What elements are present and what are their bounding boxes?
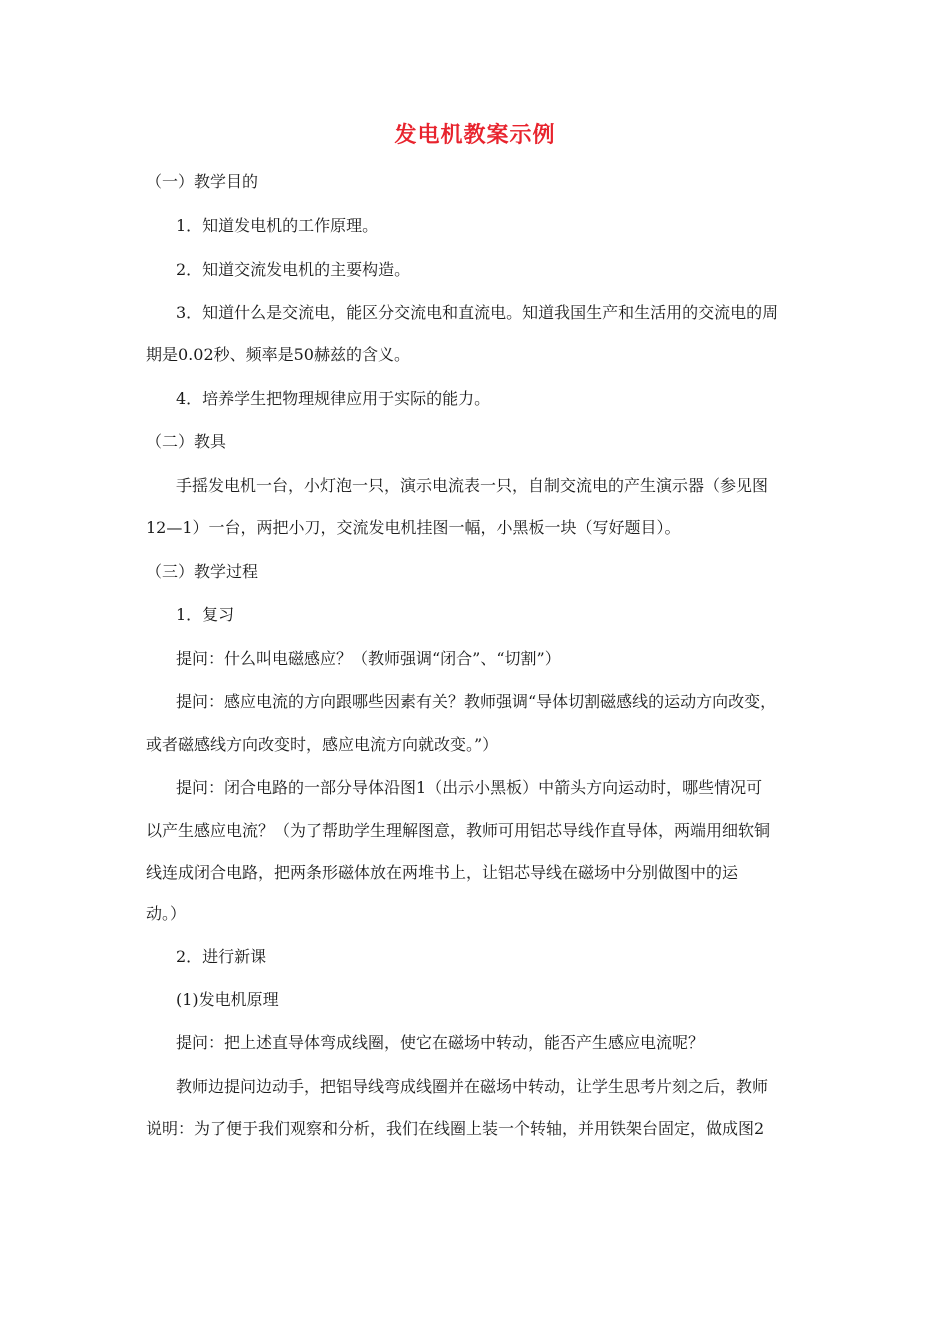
review-question-3-line-1: 提问：闭合电路的一部分导体沿图1（出示小黑板）中箭头方向运动时，哪些情况可 [176,778,763,797]
subheading-review: 1．复习 [176,605,235,624]
review-question-3-line-4: 动。） [146,904,187,923]
review-question-3-line-2: 以产生感应电流？（为了帮助学生理解图意，教师可用铝芯导线作直导体，两端用细软铜 [146,821,771,840]
objective-item-3-line-1: 3．知道什么是交流电，能区分交流电和直流电。知道我国生产和生活用的交流电的周 [176,303,779,322]
equipment-paragraph-line-1: 手摇发电机一台，小灯泡一只，演示电流表一只，自制交流电的产生演示器（参见图 [176,476,769,495]
objective-item-1: 1．知道发电机的工作原理。 [176,216,379,235]
section-heading-objectives: （一）教学目的 [146,172,259,191]
objective-item-4: 4．培养学生把物理规律应用于实际的能力。 [176,389,491,408]
document-title: 发电机教案示例 [394,123,556,148]
principle-question: 提问：把上述直导体弯成线圈，使它在磁场中转动，能否产生感应电流呢？ [176,1033,705,1052]
review-question-2-line-2: 或者磁感线方向改变时，感应电流方向就改变。”） [146,735,499,754]
principle-paragraph-line-2: 说明：为了便于我们观察和分析，我们在线圈上装一个转轴，并用铁架台固定，做成图2 [146,1119,765,1138]
review-question-3-line-3: 线连成闭合电路，把两条形磁体放在两堆书上，让铝芯导线在磁场中分别做图中的运 [146,863,739,882]
section-heading-equipment: （二）教具 [146,432,227,451]
subheading-generator-principle: (1)发电机原理 [176,990,279,1009]
objective-item-3-line-2: 期是0.02秒、频率是50赫兹的含义。 [146,345,410,364]
subheading-new-lesson: 2．进行新课 [176,947,267,966]
equipment-paragraph-line-2: 12—1）一台，两把小刀，交流发电机挂图一幅，小黑板一块（写好题目）。 [146,518,681,537]
review-question-2-line-1: 提问：感应电流的方向跟哪些因素有关？教师强调“导体切割磁感线的运动方向改变， [176,692,777,711]
objective-item-2: 2．知道交流发电机的主要构造。 [176,260,411,279]
review-question-1: 提问：什么叫电磁感应？（教师强调“闭合”、“切割”） [176,649,561,668]
principle-paragraph-line-1: 教师边提问边动手，把铝导线弯成线圈并在磁场中转动，让学生思考片刻之后，教师 [176,1077,769,1096]
section-heading-process: （三）教学过程 [146,562,259,581]
